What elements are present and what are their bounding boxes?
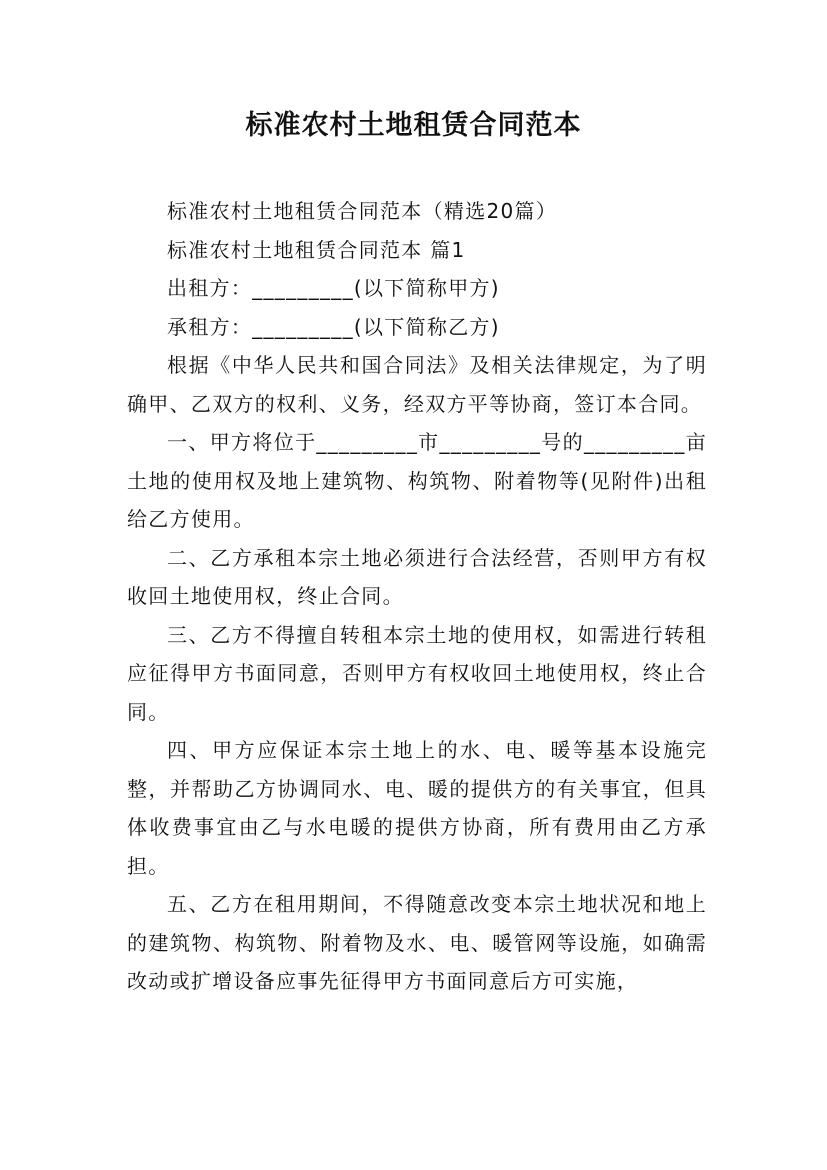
paragraph-clause-5: 五、乙方在租用期间，不得随意改变本宗土地状况和地上的建筑物、构筑物、附着物及水、电、暖管网等设施，如确需改动或扩增设备应事先征得甲方书面同意后方可实施， — [127, 892, 707, 993]
paragraph-subtitle: 标准农村土地租赁合同范本（精选20篇） — [167, 199, 558, 223]
paragraph-preamble: 根据《中华人民共和国合同法》及相关法律规定，为了明确甲、乙双方的权利、义务，经双方平等协商，签订本合同。 — [127, 353, 707, 416]
document-body — [127, 192, 707, 1001]
paragraph-lessee: 承租方：_________(以下简称乙方) — [167, 314, 500, 339]
paragraph-clause-1: 一、甲方将位于_________市_________号的_________亩土地的使用权及地上建筑物、构筑物、附着物等(见附件)出租给乙方使用。 — [127, 430, 707, 531]
paragraph-clause-4: 四、甲方应保证本宗土地上的水、电、暖等基本设施完整，并帮助乙方协调同水、电、暖的提供方的有关事宜，但具体收费事宜由乙与水电暖的提供方协商，所有费用由乙方承担。 — [127, 738, 707, 878]
paragraph-section-heading: 标准农村土地租赁合同范本 篇1 — [167, 237, 466, 262]
document-title: 标准农村土地租赁合同范本 — [245, 110, 582, 141]
paragraph-clause-3: 三、乙方不得擅自转租本宗土地的使用权，如需进行转租应征得甲方书面同意，否则甲方有权收回土地使用权，终止合同。 — [127, 622, 707, 724]
paragraph-clause-2: 二、乙方承租本宗土地必须进行合法经营，否则甲方有权收回土地使用权，终止合同。 — [127, 545, 707, 608]
paragraph-lessor: 出租方：_________(以下简称甲方) — [167, 276, 500, 300]
